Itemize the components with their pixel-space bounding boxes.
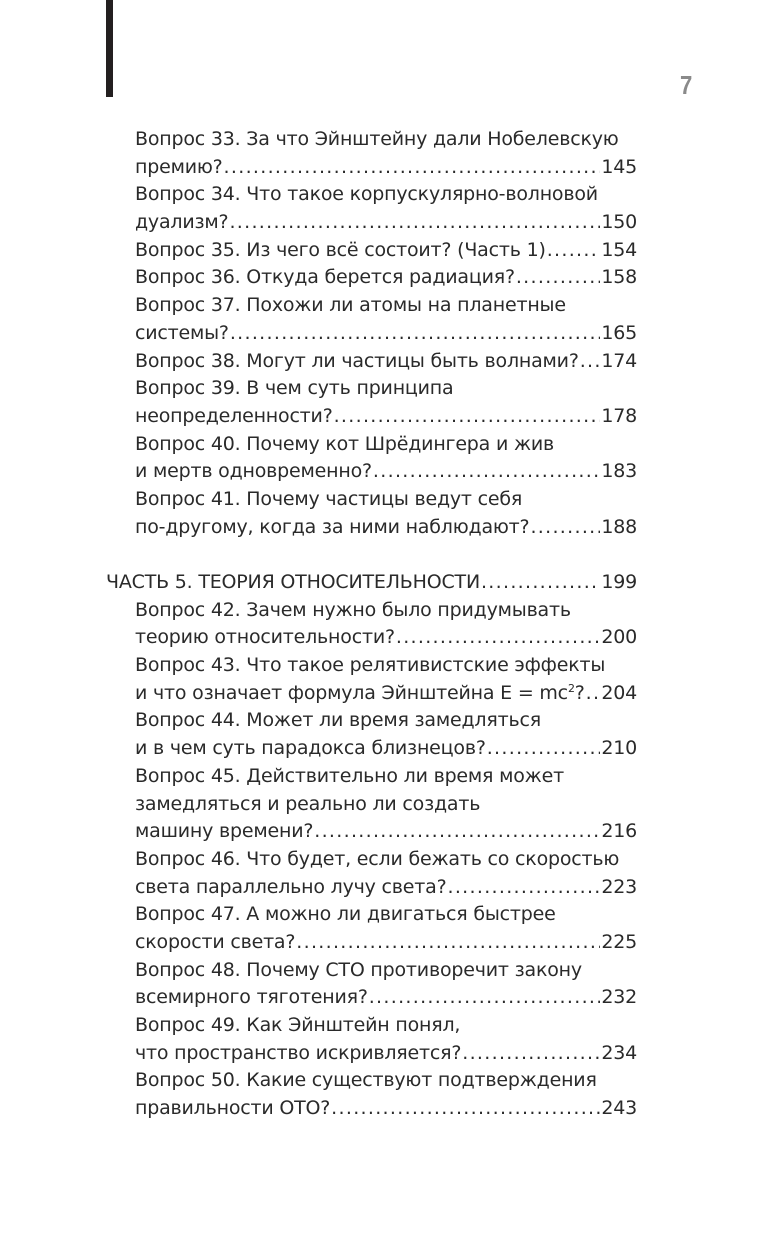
toc-entry-text: и мертв одновременно? [135,460,372,483]
dot-leader [530,514,600,542]
toc-page-number: 145 [601,155,637,178]
toc-entry-q44-cont [135,735,637,763]
toc-entry-q35[interactable] [135,237,637,265]
formula-superscript: 2 [567,681,575,695]
toc-entry-text: Вопрос 45. Действительно ли время может [135,764,564,787]
dot-leader [369,984,601,1012]
toc-entry-text: Вопрос 37. Похожи ли атомы на планетные [135,294,566,317]
toc-page-number: 200 [601,626,637,649]
toc-entry-text: Вопрос 36. Откуда берется радиация? [135,266,515,289]
toc-entry-text: по-другому, когда за ними наблюдают? [135,515,530,538]
toc-entry-text: Вопрос 50. Какие существуют подтверждения [135,1069,597,1092]
toc-entry-text: скорости света? [135,930,296,953]
toc-page-number: 204 [601,681,637,704]
dot-leader [314,818,600,846]
section-spacer [0,541,768,569]
toc-entry-q47-cont [135,929,637,957]
toc-entry-q39-cont [135,403,637,431]
toc-entry-text: Вопрос 49. Как Эйнштейн понял, [135,1014,461,1036]
toc-entry-q50[interactable] [135,1067,637,1095]
toc-entry-text: премию? [135,155,223,178]
toc-entry-text: Вопрос 48. Почему СТО противоречит закону [135,958,582,981]
toc-entry-text: Вопрос 34. Что такое корпускулярно-волновой [135,183,598,206]
toc-entry-text: машину времени? [135,820,314,843]
toc-entry-text: света параллельно лучу света? [135,875,447,898]
toc-entry-q48-cont [135,984,637,1012]
toc-entry-text: Вопрос 43. Что такое релятивистские эффекты [135,654,606,677]
toc-entry-text: системы? [135,321,229,344]
toc-entry-q42[interactable] [135,597,637,625]
toc-page-number: 174 [601,349,637,372]
toc-entry-text: всемирного тяготения? [135,986,368,1009]
toc-entry-q41[interactable] [135,486,637,514]
toc-page-number: 225 [601,930,637,953]
toc-entry-text: Вопрос 44. Может ли время замедляться [135,709,541,732]
toc-page-number: 210 [601,737,637,760]
toc-entry-q40-cont [135,458,637,486]
toc-page-number: 234 [601,1041,637,1064]
toc-entry-text: Вопрос 35. Из чего всё состоит? (Часть 1) [135,238,546,261]
toc-entry-q33[interactable] [135,126,637,154]
toc-page-number: 216 [601,820,637,843]
toc-entry-q36[interactable] [135,264,637,292]
toc-entry-q49[interactable] [135,1012,637,1040]
toc-entry-q43[interactable] [135,652,637,680]
dot-leader [547,237,601,265]
dot-leader [481,569,600,597]
toc-entry-text: неопределенности? [135,404,333,427]
decorative-margin-bar [106,0,113,97]
toc-page-number: 158 [601,266,637,289]
dot-leader [373,458,600,486]
toc-entry-q34[interactable] [135,181,637,209]
toc-page-number: 178 [601,404,637,427]
toc-entry-text: Вопрос 33. За что Эйнштейну дали Нобелевскую [135,128,619,150]
toc-page-number: 199 [601,571,637,593]
toc-page-number: 183 [601,460,637,483]
dot-leader [462,1040,600,1068]
dot-leader [230,320,601,348]
toc-entry-q40[interactable] [135,431,637,459]
dot-leader [580,348,601,376]
dot-leader [296,929,600,957]
formula-text: и что означает формула Эйнштейна E = mc [135,681,568,704]
dot-leader [224,154,601,182]
dot-leader [516,264,600,292]
dot-leader [448,874,601,902]
dot-leader [334,403,601,431]
toc-entry-q37[interactable] [135,292,637,320]
toc-entry-text: теорию относительности? [135,626,395,649]
table-of-contents [0,126,768,1123]
toc-entry-q50-cont [135,1095,637,1123]
toc-entry-text: замедляться и реально ли создать [135,792,481,815]
toc-entry-q42-cont [135,624,637,652]
toc-entry-q41-cont [135,514,637,542]
toc-entry-q45-cont [135,791,637,819]
toc-entry-text: Вопрос 42. Зачем нужно было придумывать [135,598,571,621]
toc-page-number: 154 [601,238,637,261]
toc-entry-text: Вопрос 38. Могут ли частицы быть волнами? [135,349,579,372]
toc-entry-q46[interactable] [135,846,637,874]
toc-entry-text: Вопрос 39. В чем суть принципа [135,377,454,400]
toc-page-number: 188 [601,515,637,538]
dot-leader [586,680,601,708]
toc-entry-text: и в чем суть парадокса близнецов? [135,737,486,760]
toc-page-number: 223 [601,875,637,898]
dot-leader [229,209,600,237]
toc-entry-q39[interactable] [135,375,637,403]
toc-entry-q33-cont [135,154,637,182]
toc-entry-q45-cont2 [135,818,637,846]
toc-part-5-heading[interactable] [106,569,637,597]
toc-entry-text: правильности ОТО? [135,1097,331,1120]
toc-entry-q44[interactable] [135,707,637,735]
toc-entry-q49-cont [135,1040,637,1068]
toc-entry-q46-cont [135,874,637,902]
toc-page-number: 150 [601,211,637,234]
toc-entry-text: дуализм? [135,211,229,234]
toc-entry-q37-cont [135,320,637,348]
toc-page-number: 232 [601,986,637,1009]
toc-entry-text: что пространство искривляется? [135,1041,462,1064]
toc-part-title: ЧАСТЬ 5. ТЕОРИЯ ОТНОСИТЕЛЬНОСТИ [106,571,480,593]
dot-leader [331,1095,600,1123]
toc-entry-text-with-formula [135,680,585,708]
toc-page-number: 165 [601,321,637,344]
toc-entry-q47[interactable] [135,901,637,929]
toc-entry-q38[interactable] [135,348,637,376]
toc-entry-text: Вопрос 47. А можно ли двигаться быстрее [135,903,556,926]
toc-entry-q45[interactable] [135,763,637,791]
toc-entry-q34-cont [135,209,637,237]
formula-suffix: ? [574,681,585,704]
toc-entry-text: Вопрос 46. Что будет, если бежать со скоростью [135,847,620,870]
dot-leader [487,735,601,763]
page-number: 7 [680,70,693,100]
toc-entry-q48[interactable] [135,957,637,985]
dot-leader [396,624,600,652]
toc-entry-q43-cont [135,680,637,708]
toc-entry-text: Вопрос 40. Почему кот Шрёдингера и жив [135,432,555,455]
toc-page-number: 243 [601,1097,637,1120]
toc-entry-text: Вопрос 41. Почему частицы ведут себя [135,487,523,510]
